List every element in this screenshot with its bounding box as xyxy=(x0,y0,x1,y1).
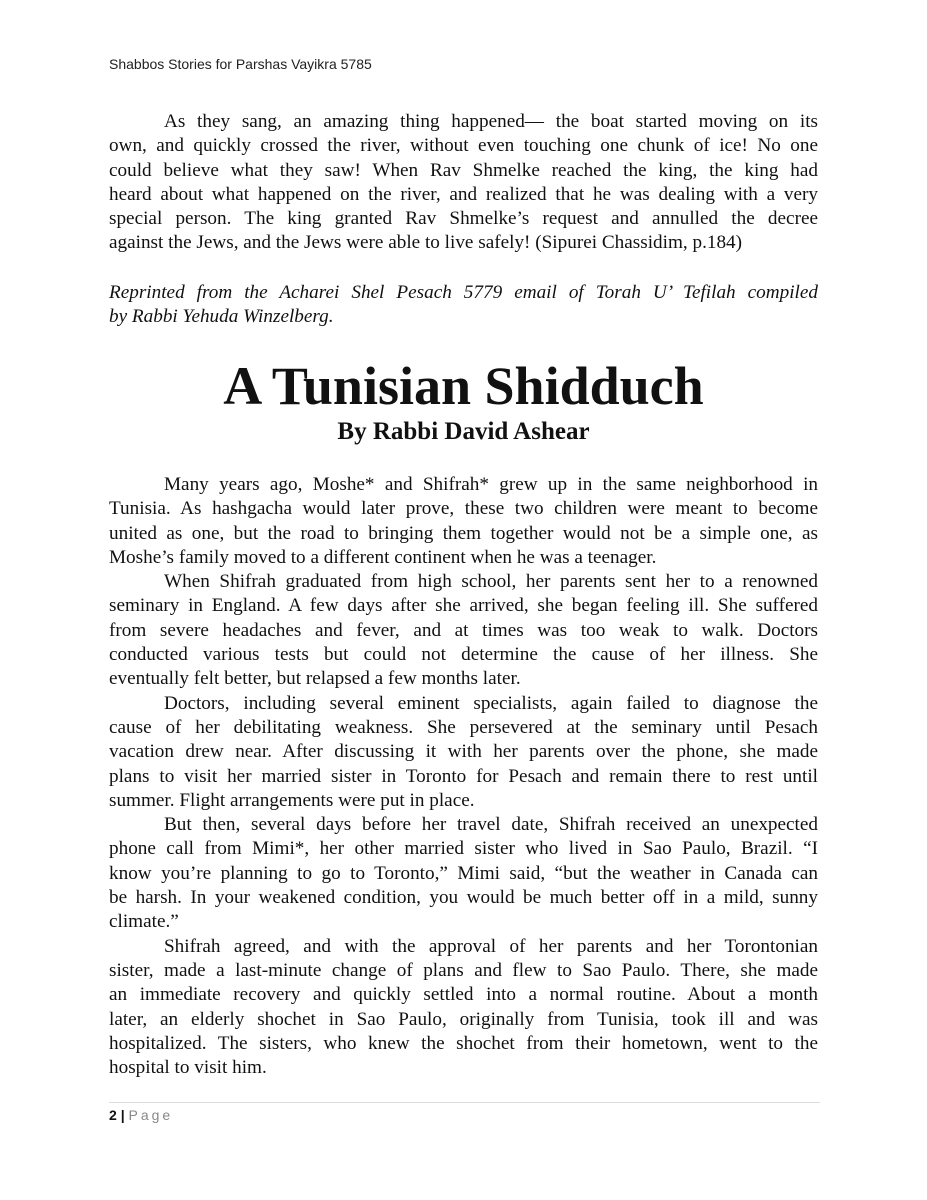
text-line: cause of her debilitating weakness. She persevered at the seminary until Pesach xyxy=(109,716,818,738)
article-paragraph xyxy=(109,473,818,570)
text-line: special person. The king granted Rav Shmelke’s request and annulled the decree xyxy=(109,208,818,230)
text-line: eventually felt better, but relapsed a few months later. xyxy=(109,668,521,690)
text-line: conducted various tests but could not determine the cause of her illness. She xyxy=(109,644,818,666)
article-paragraph xyxy=(109,692,818,813)
text-line: When Shifrah graduated from high school, her parents sent her to a renowned xyxy=(164,571,818,593)
text-line: hospitalized. The sisters, who knew the shochet from their hometown, went to the xyxy=(109,1032,818,1054)
text-line: As they sang, an amazing thing happened— the boat started moving on its xyxy=(164,111,818,132)
page-label: Page xyxy=(128,1107,174,1123)
text-line: summer. Flight arrangements were put in place. xyxy=(109,789,475,811)
text-line: seminary in England. A few days after she arrived, she began feeling ill. She suffered xyxy=(109,595,818,617)
text-line: united as one, but the road to bringing them together would not be a simple one, as xyxy=(109,522,818,544)
running-header: Shabbos Stories for Parshas Vayikra 5785 xyxy=(109,56,372,72)
text-line: plans to visit her married sister in Toronto for Pesach and remain there to rest until xyxy=(109,765,818,787)
article-title: A Tunisian Shidduch xyxy=(223,356,704,416)
text-line: vacation drew near. After discussing it with her parents over the phone, she made xyxy=(109,741,818,763)
text-line: an immediate recovery and quickly settled into a normal routine. About a month xyxy=(109,984,818,1006)
text-line: by Rabbi Yehuda Winzelberg. xyxy=(109,306,334,328)
article-paragraph xyxy=(109,570,818,691)
text-line: sister, made a last-minute change of plans and flew to Sao Paulo. There, she made xyxy=(109,959,818,981)
text-line: Shifrah agreed, and with the approval of her parents and her Torontonian xyxy=(164,935,818,957)
text-line: later, an elderly shochet in Sao Paulo, originally from Tunisia, took ill and was xyxy=(109,1008,818,1030)
text-line: phone call from Mimi*, her other married sister who lived in Sao Paulo, Brazil. “I xyxy=(109,838,818,860)
reprint-credit xyxy=(109,281,818,330)
text-line: hospital to visit him. xyxy=(109,1057,267,1079)
page-footer xyxy=(109,1107,173,1123)
article-paragraph xyxy=(109,813,818,934)
article-paragraph xyxy=(109,935,818,1081)
text-line: be harsh. In your weakened condition, you would be much better off in a mild, sunny xyxy=(109,887,818,909)
text-line: own, and quickly crossed the river, without even touching one chunk of ice! No one xyxy=(109,135,818,157)
text-line: Reprinted from the Acharei Shel Pesach 5779 email of Torah U’ Tefilah compiled xyxy=(109,282,818,303)
page-number: 2 xyxy=(109,1107,117,1123)
text-line: could believe what they saw! When Rav Shmelke reached the king, the king had xyxy=(109,159,818,181)
footer-divider xyxy=(109,1102,820,1103)
text-line: against the Jews, and the Jews were able to live safely! (Sipurei Chassidim, p.184) xyxy=(109,232,743,254)
text-line: climate.” xyxy=(109,911,179,933)
article-byline: By Rabbi David Ashear xyxy=(337,418,590,445)
text-line: Doctors, including several eminent specialists, again failed to diagnose the xyxy=(164,692,818,714)
article-body xyxy=(109,473,818,1080)
text-line: Tunisia. As hashgacha would later prove, these two children were meant to become xyxy=(109,498,818,520)
text-line: heard about what happened on the river, and realized that he was dealing with a very xyxy=(109,183,818,205)
text-line: Many years ago, Moshe* and Shifrah* grew up in the same neighborhood in xyxy=(164,474,818,495)
text-line: But then, several days before her travel date, Shifrah received an unexpected xyxy=(164,814,818,836)
footer-separator: | xyxy=(120,1107,125,1123)
text-line: Moshe’s family moved to a different continent when he was a teenager. xyxy=(109,546,657,568)
text-line: from severe headaches and fever, and at times was too weak to walk. Doctors xyxy=(109,619,818,641)
previous-story-paragraph xyxy=(109,110,818,256)
text-line: know you’re planning to go to Toronto,” Mimi said, “but the weather in Canada can xyxy=(109,862,818,884)
